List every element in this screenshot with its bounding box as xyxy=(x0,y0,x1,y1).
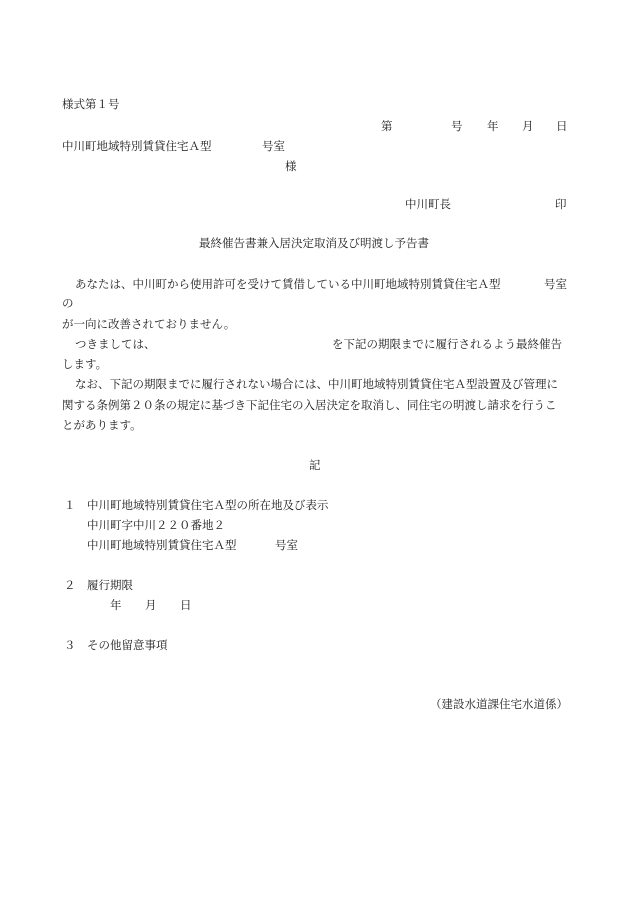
body-p2-line1b: を下記の期限までに履行されるよう最終催告 xyxy=(332,337,562,351)
dateline-day: 日 xyxy=(556,119,568,133)
item2-number: ２ xyxy=(64,578,76,592)
item2-day: 日 xyxy=(180,598,192,612)
recipient-housing: 中川町地域特別賃貸住宅Ａ型 xyxy=(62,139,212,153)
body-p2-line2: します。 xyxy=(62,357,108,371)
body-p3-line1: なお、下記の期限までに履行されない場合には、中川町地域特別賃貸住宅Ａ型設置及び管理に xyxy=(75,377,558,391)
recipient-room: 号室 xyxy=(262,139,285,153)
body-p1-line1b: 号室 xyxy=(544,277,567,291)
item1-housing: 中川町地域特別賃貸住宅Ａ型 xyxy=(87,538,237,552)
recipient-sama: 様 xyxy=(285,159,297,173)
item1-address: 中川町字中川２２０番地２ xyxy=(87,518,225,532)
item1-number: １ xyxy=(64,498,76,512)
item2-heading: 履行期限 xyxy=(87,578,133,592)
item1-room: 号室 xyxy=(275,538,298,552)
dateline-go: 号 xyxy=(451,119,463,133)
dateline-dai: 第 xyxy=(381,119,393,133)
department-footer: （建設水道課住宅水道係） xyxy=(430,697,568,711)
form-number: 様式第１号 xyxy=(62,97,120,111)
body-p1-line3: が一向に改善されておりません。 xyxy=(62,317,236,331)
seal-mark: 印 xyxy=(555,197,567,211)
body-p1-line1a: あなたは、中川町から使用許可を受けて賃借している中川町地域特別賃貸住宅Ａ型 xyxy=(75,277,501,291)
body-p2-line1a: つきましては、 xyxy=(75,337,156,351)
item3-heading: その他留意事項 xyxy=(87,638,168,652)
dateline-month: 月 xyxy=(522,119,534,133)
sender-name: 中川町長 xyxy=(405,197,451,211)
body-p1-line2: の xyxy=(62,296,74,310)
document-title: 最終催告書兼入居決定取消及び明渡し予告書 xyxy=(199,236,429,250)
item1-heading: 中川町地域特別賃貸住宅Ａ型の所在地及び表示 xyxy=(87,498,329,512)
item2-month: 月 xyxy=(145,598,157,612)
dateline-year: 年 xyxy=(487,119,499,133)
item3-number: ３ xyxy=(64,638,76,652)
body-p3-line3: とがあります。 xyxy=(62,418,142,432)
ki-heading: 記 xyxy=(309,458,321,472)
body-p3-line2: 関する条例第２０条の規定に基づき下記住宅の入居決定を取消し、同住宅の明渡し請求を行うこ xyxy=(62,398,557,412)
item2-year: 年 xyxy=(110,598,122,612)
